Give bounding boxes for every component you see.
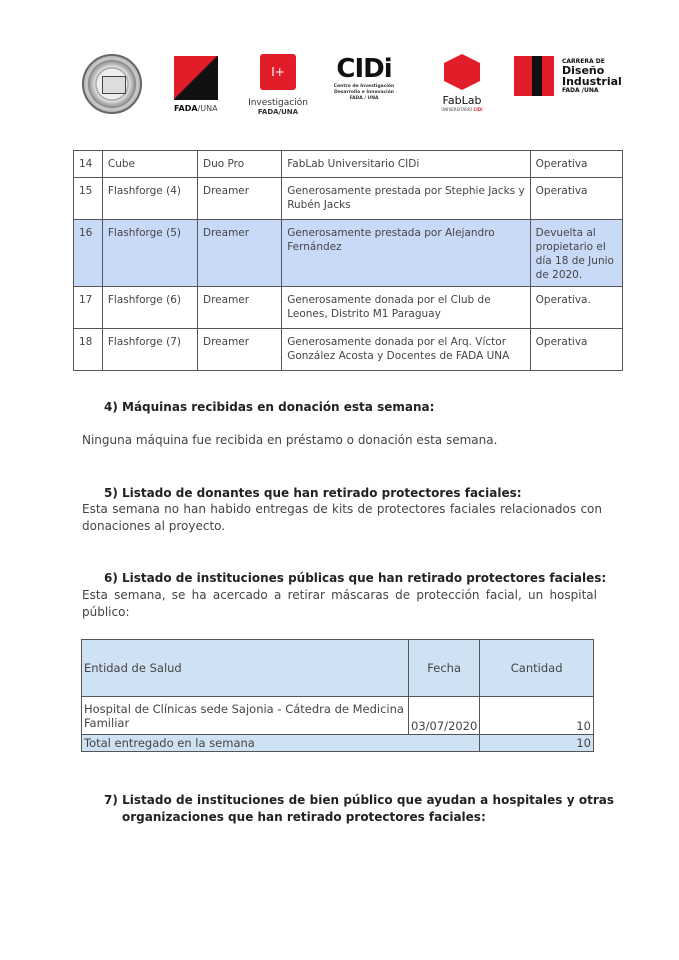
cell-number: 14 — [74, 151, 103, 178]
cell-brand: Flashforge (4) — [102, 178, 197, 220]
section-5-body: Esta semana no han habido entregas de kits de protectores faciales relacionados con donaciones al proyecto. — [82, 502, 602, 533]
table-row — [74, 329, 623, 371]
diseno-line-b2: Industrial — [562, 75, 622, 88]
diseno-line-c: FADA /UNA — [562, 87, 599, 94]
fada-logo-name: FADA — [174, 104, 198, 113]
header-logos — [78, 48, 628, 128]
cell-origin: Generosamente donada por el Club de Leones, Distrito M1 Paraguay — [282, 287, 530, 329]
cell-status: Devuelta al propietario el día 18 de Junio de 2020. — [530, 220, 622, 287]
cell-number: 17 — [74, 287, 103, 329]
investigacion-mark-icon: I+ — [260, 54, 296, 90]
cidi-line: Desarrollo e Innovación — [333, 90, 395, 95]
investigacion-title: Investigación — [248, 98, 308, 108]
header-date: Fecha — [409, 640, 480, 697]
book-icon — [102, 76, 126, 94]
diseno-line-b1: Diseño — [562, 64, 605, 77]
fablab-cube-icon — [444, 54, 480, 90]
cell-number: 15 — [74, 178, 103, 220]
section-4-heading: 4) Máquinas recibidas en donación esta semana: — [104, 400, 435, 414]
cell-status: Operativa. — [530, 287, 622, 329]
section-6-body: Esta semana, se ha acercado a retirar máscaras de protección facial, un hospital público: — [82, 588, 597, 619]
cell-status: Operativa — [530, 329, 622, 371]
table-row-highlighted — [74, 220, 623, 287]
total-label: Total entregado en la semana — [82, 735, 480, 752]
cell-entity: Hospital de Clínicas sede Sajonia - Cátedra de Medicina Familiar — [82, 697, 409, 735]
table-row — [82, 697, 594, 735]
health-entities-table — [81, 639, 594, 752]
table-header-row — [82, 640, 594, 697]
cell-model: Dreamer — [198, 178, 282, 220]
fablab-sub-accent: CIDi — [473, 107, 483, 112]
table-row — [74, 178, 623, 220]
cidi-line: Centro de Investigación — [333, 84, 395, 89]
investigacion-logo — [246, 54, 310, 116]
header-entity: Entidad de Salud — [82, 640, 409, 697]
fada-logo-suffix: /UNA — [197, 104, 218, 113]
header-quantity: Cantidad — [480, 640, 594, 697]
una-seal-logo — [82, 54, 142, 114]
cell-origin: Generosamente prestada por Alejandro Fernández — [282, 220, 530, 287]
diseno-line-a: CARRERA DE — [562, 58, 605, 65]
cell-brand: Flashforge (6) — [102, 287, 197, 329]
fablab-logo — [434, 54, 490, 112]
section-4-body: Ninguna máquina fue recibida en préstamo o donación esta semana. — [82, 433, 498, 447]
fada-mark-icon — [174, 56, 218, 100]
fablab-sub: UNIVERSITARIO — [441, 107, 473, 112]
table-total-row — [82, 735, 594, 752]
cell-number: 18 — [74, 329, 103, 371]
diseno-mark-icon — [514, 56, 554, 96]
cidi-logo — [328, 54, 400, 102]
cell-origin: Generosamente prestada por Stephie Jacks y Rubén Jacks — [282, 178, 530, 220]
cell-brand: Cube — [102, 151, 197, 178]
cell-date: 03/07/2020 — [409, 697, 480, 735]
cell-model: Dreamer — [198, 329, 282, 371]
cidi-line: FADA / UNA — [349, 96, 379, 101]
cell-status: Operativa — [530, 151, 622, 178]
cell-brand: Flashforge (7) — [102, 329, 197, 371]
table-row — [74, 287, 623, 329]
cell-origin: Generosamente donada por el Arq. Víctor González Acosta y Docentes de FADA UNA — [282, 329, 530, 371]
cell-quantity: 10 — [480, 697, 594, 735]
section-6-heading: 6) Listado de instituciones públicas que han retirado protectores faciales: — [104, 571, 607, 585]
machines-table — [73, 150, 623, 371]
cell-origin: FabLab Universitario CIDi — [282, 151, 530, 178]
cell-model: Dreamer — [198, 220, 282, 287]
cell-model: Duo Pro — [198, 151, 282, 178]
fablab-name: FabLab — [442, 94, 482, 107]
section-7-heading: 7) Listado de instituciones de bien público que ayudan a hospitales y otras organizaciones que han retirado protectores faciales: — [104, 793, 614, 824]
section-5-heading: 5) Listado de donantes que han retirado protectores faciales: — [104, 486, 522, 500]
cell-brand: Flashforge (5) — [102, 220, 197, 287]
total-value: 10 — [480, 735, 594, 752]
fada-logo — [174, 56, 220, 118]
table-row — [74, 151, 623, 178]
cell-number: 16 — [74, 220, 103, 287]
cell-status: Operativa — [530, 178, 622, 220]
cell-model: Dreamer — [198, 287, 282, 329]
cidi-mark: CIDi — [336, 54, 392, 84]
investigacion-sub: FADA/UNA — [257, 108, 299, 116]
